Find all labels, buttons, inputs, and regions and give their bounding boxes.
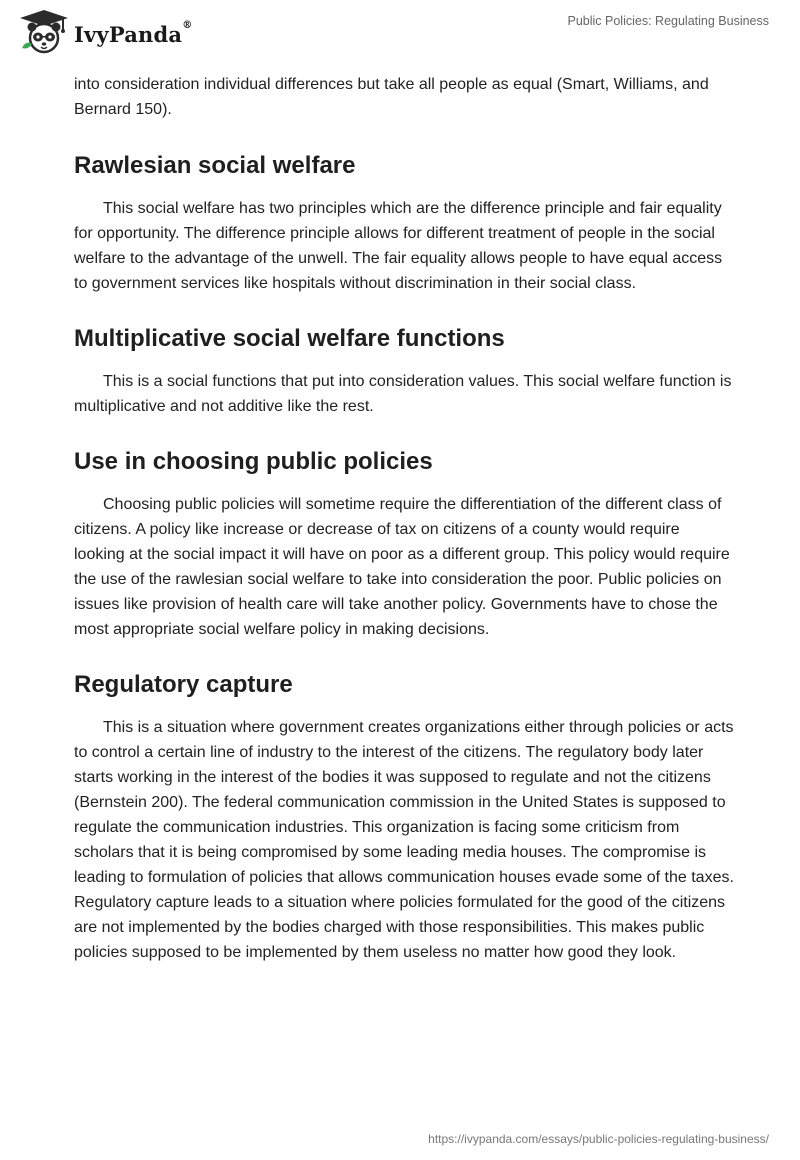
intro-paragraph: into consideration individual differences but take all people as equal (Smart, Williams, and Bernard 150). <box>74 76 709 118</box>
section-heading: Multiplicative social welfare functions <box>74 325 505 352</box>
page-header <box>0 0 800 70</box>
section-paragraph: Choosing public policies will sometime require the differentiation of the different class of citizens. A policy like increase or decrease of tax on citizens of a county would require looking at the social impact it will have on poor as a different group. This policy would require the use of the rawlesian social welfare to take into consideration the poor. Public policies on issues like provision of health care will take another policy. Governments have to chose the most appropriate social welfare policy in making decisions. <box>74 496 730 638</box>
section-heading: Rawlesian social welfare <box>74 152 356 179</box>
source-url-link[interactable]: https://ivypanda.com/essays/public-policies-regulating-business/ <box>428 1132 769 1146</box>
essay-content <box>74 70 734 965</box>
section-paragraph: This social welfare has two principles which are the difference principle and fair equality for opportunity. The difference principle allows for different treatment of people in the social welfare to the advantage of the unwell. The fair equality allows people to have equal access to government services like hospitals without discrimination in their social class. <box>74 200 723 292</box>
section-heading: Use in choosing public policies <box>74 448 433 475</box>
section-paragraph: This is a situation where government creates organizations either through policies or acts to control a certain line of industry to the interest of the citizens. The regulatory body later starts working in the interest of the bodies it was supposed to regulate and not the citizens (Bernstein 200). The federal communication commission in the United States is supposed to regulate the communication industries. This organization is facing some criticism from scholars that it is being compromised by some leading media houses. The compromise is leading to formulation of policies that allows communication houses evade some of the taxes. Regulatory capture leads to a situation where policies formulated for the good of the citizens are not implemented by the bodies charged with those responsibilities. This makes public policies supposed to be implemented by them useless no matter how good they look. <box>74 719 734 961</box>
document-title: Public Policies: Regulating Business <box>567 14 769 28</box>
logo-text: IvyPanda® <box>74 19 193 47</box>
ivypanda-logo[interactable] <box>16 7 192 57</box>
panda-graduate-icon <box>16 8 72 56</box>
section-heading: Regulatory capture <box>74 671 293 698</box>
section-paragraph: This is a social functions that put into consideration values. This social welfare function is multiplicative and not additive like the rest. <box>74 373 732 415</box>
